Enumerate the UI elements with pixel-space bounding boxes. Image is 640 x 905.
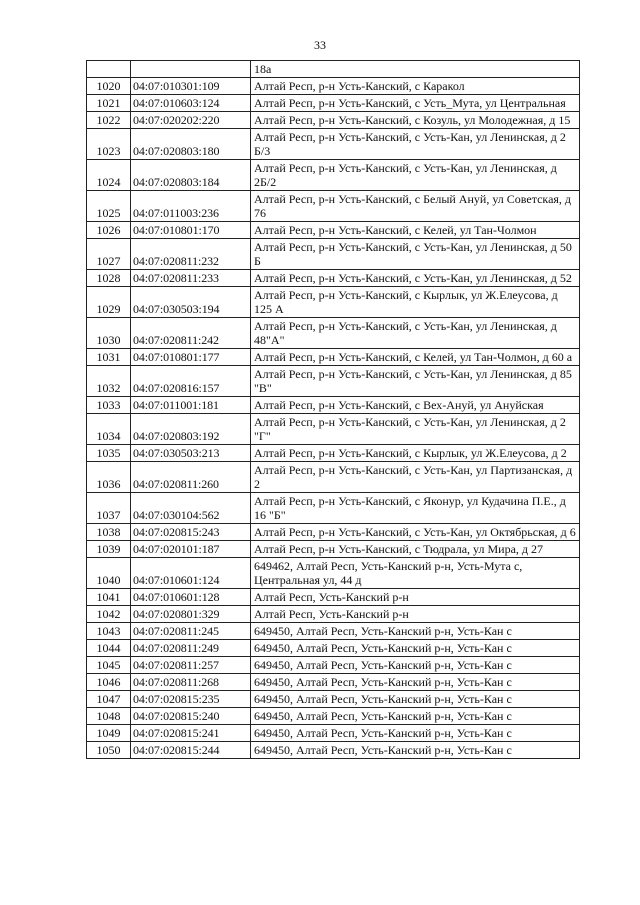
cadastral-number-cell: 04:07:011001:181 <box>131 397 251 414</box>
cadastral-number-cell: 04:07:010801:177 <box>131 349 251 366</box>
row-number-cell: 1041 <box>87 589 131 606</box>
table-row <box>87 493 580 524</box>
row-number-cell: 1047 <box>87 691 131 708</box>
table-row <box>87 657 580 674</box>
cadastral-number-cell: 04:07:010601:128 <box>131 589 251 606</box>
cadastral-number-cell: 04:07:010801:170 <box>131 222 251 239</box>
address-cell: Алтай Респ, р-н Усть-Канский, с Усть-Кан, ул Ленинская, д 2Б/2 <box>251 160 580 191</box>
table-row <box>87 366 580 397</box>
address-cell: Алтай Респ, р-н Усть-Канский, с Усть-Кан, ул Ленинская, д 52 <box>251 270 580 287</box>
address-cell: Алтай Респ, р-н Усть-Канский, с Келей, ул Тан-Чолмон <box>251 222 580 239</box>
cadastral-number-cell: 04:07:020803:184 <box>131 160 251 191</box>
row-number-cell: 1030 <box>87 318 131 349</box>
address-cell: Алтай Респ, р-н Усть-Канский, с Усть-Кан, ул Ленинская, д 50 Б <box>251 239 580 270</box>
row-number-cell: 1020 <box>87 78 131 95</box>
address-cell: 649450, Алтай Респ, Усть-Канский р-н, Усть-Кан с <box>251 742 580 759</box>
cadastral-number-cell: 04:07:020816:157 <box>131 366 251 397</box>
row-number-cell: 1039 <box>87 541 131 558</box>
table-row <box>87 61 580 78</box>
table-row <box>87 78 580 95</box>
row-number-cell: 1031 <box>87 349 131 366</box>
table-row <box>87 445 580 462</box>
address-cell: Алтай Респ, Усть-Канский р-н <box>251 606 580 623</box>
row-number-cell: 1027 <box>87 239 131 270</box>
row-number-cell <box>87 61 131 78</box>
table-row <box>87 623 580 640</box>
table-row <box>87 191 580 222</box>
address-cell: Алтай Респ, р-н Усть-Канский, с Усть-Кан, ул Ленинская, д 2 "Г" <box>251 414 580 445</box>
table-row <box>87 349 580 366</box>
row-number-cell: 1035 <box>87 445 131 462</box>
table-row <box>87 462 580 493</box>
address-cell: 649450, Алтай Респ, Усть-Канский р-н, Усть-Кан с <box>251 691 580 708</box>
table-row <box>87 558 580 589</box>
address-cell: 649450, Алтай Респ, Усть-Канский р-н, Усть-Кан с <box>251 674 580 691</box>
row-number-cell: 1029 <box>87 287 131 318</box>
table-row <box>87 524 580 541</box>
row-number-cell: 1049 <box>87 725 131 742</box>
cadastral-number-cell: 04:07:020811:260 <box>131 462 251 493</box>
address-cell: 18а <box>251 61 580 78</box>
address-cell: 649450, Алтай Респ, Усть-Канский р-н, Усть-Кан с <box>251 725 580 742</box>
cadastral-number-cell: 04:07:020811:249 <box>131 640 251 657</box>
table-row <box>87 287 580 318</box>
registry-table-body <box>87 61 580 759</box>
cadastral-number-cell: 04:07:030503:213 <box>131 445 251 462</box>
address-cell: Алтай Респ, р-н Усть-Канский, с Усть_Мута, ул Центральная <box>251 95 580 112</box>
address-cell: Алтай Респ, р-н Усть-Канский, с Усть-Кан, ул Ленинская, д 85 "В" <box>251 366 580 397</box>
address-cell: Алтай Респ, р-н Усть-Канский, с Усть-Кан, ул Ленинская, д 2 Б/3 <box>251 129 580 160</box>
cadastral-number-cell: 04:07:010301:109 <box>131 78 251 95</box>
row-number-cell: 1021 <box>87 95 131 112</box>
cadastral-number-cell: 04:07:020811:268 <box>131 674 251 691</box>
address-cell: Алтай Респ, р-н Усть-Канский, с Тюдрала, ул Мира, д 27 <box>251 541 580 558</box>
cadastral-number-cell: 04:07:010603:124 <box>131 95 251 112</box>
table-row <box>87 160 580 191</box>
table-row <box>87 725 580 742</box>
cadastral-number-cell: 04:07:020815:244 <box>131 742 251 759</box>
table-row <box>87 95 580 112</box>
cadastral-number-cell: 04:07:011003:236 <box>131 191 251 222</box>
row-number-cell: 1036 <box>87 462 131 493</box>
table-row <box>87 112 580 129</box>
row-number-cell: 1025 <box>87 191 131 222</box>
row-number-cell: 1046 <box>87 674 131 691</box>
cadastral-number-cell: 04:07:020815:240 <box>131 708 251 725</box>
row-number-cell: 1044 <box>87 640 131 657</box>
table-row <box>87 239 580 270</box>
address-cell: Алтай Респ, р-н Усть-Канский, с Козуль, ул Молодежная, д 15 <box>251 112 580 129</box>
row-number-cell: 1022 <box>87 112 131 129</box>
address-cell: Алтай Респ, р-н Усть-Канский, с Келей, ул Тан-Чолмон, д 60 а <box>251 349 580 366</box>
row-number-cell: 1038 <box>87 524 131 541</box>
row-number-cell: 1034 <box>87 414 131 445</box>
address-registry-table <box>86 60 580 759</box>
cadastral-number-cell: 04:07:020815:243 <box>131 524 251 541</box>
table-row <box>87 606 580 623</box>
cadastral-number-cell: 04:07:020811:245 <box>131 623 251 640</box>
address-cell: Алтай Респ, р-н Усть-Канский, с Усть-Кан, ул Ленинская, д 48"А" <box>251 318 580 349</box>
address-cell: Алтай Респ, р-н Усть-Канский, с Кырлык, ул Ж.Елеусова, д 125 А <box>251 287 580 318</box>
address-cell: Алтай Респ, р-н Усть-Канский, с Усть-Кан, ул Октябрьская, д 6 <box>251 524 580 541</box>
address-cell: Алтай Респ, р-н Усть-Канский, с Усть-Кан, ул Партизанская, д 2 <box>251 462 580 493</box>
cadastral-number-cell: 04:07:020803:192 <box>131 414 251 445</box>
row-number-cell: 1023 <box>87 129 131 160</box>
cadastral-number-cell: 04:07:030104:562 <box>131 493 251 524</box>
cadastral-number-cell: 04:07:020811:257 <box>131 657 251 674</box>
row-number-cell: 1024 <box>87 160 131 191</box>
cadastral-number-cell: 04:07:020811:233 <box>131 270 251 287</box>
address-cell: Алтай Респ, р-н Усть-Канский, с Белый Ануй, ул Советская, д 76 <box>251 191 580 222</box>
address-cell: Алтай Респ, р-н Усть-Канский, с Яконур, ул Кудачина П.Е., д 16 "Б" <box>251 493 580 524</box>
row-number-cell: 1050 <box>87 742 131 759</box>
row-number-cell: 1040 <box>87 558 131 589</box>
address-cell: Алтай Респ, р-н Усть-Канский, с Кырлык, ул Ж.Елеусова, д 2 <box>251 445 580 462</box>
address-cell: Алтай Респ, р-н Усть-Канский, с Каракол <box>251 78 580 95</box>
cadastral-number-cell: 04:07:020202:220 <box>131 112 251 129</box>
cadastral-number-cell: 04:07:020815:241 <box>131 725 251 742</box>
table-row <box>87 318 580 349</box>
table-row <box>87 397 580 414</box>
table-row <box>87 691 580 708</box>
table-row <box>87 270 580 287</box>
address-cell: 649450, Алтай Респ, Усть-Канский р-н, Усть-Кан с <box>251 640 580 657</box>
cadastral-number-cell: 04:07:020801:329 <box>131 606 251 623</box>
table-row <box>87 708 580 725</box>
table-row <box>87 414 580 445</box>
table-row <box>87 589 580 606</box>
row-number-cell: 1032 <box>87 366 131 397</box>
address-cell: 649450, Алтай Респ, Усть-Канский р-н, Усть-Кан с <box>251 623 580 640</box>
cadastral-number-cell: 04:07:010601:124 <box>131 558 251 589</box>
address-cell: 649450, Алтай Респ, Усть-Канский р-н, Усть-Кан с <box>251 657 580 674</box>
page-number: 33 <box>314 38 326 52</box>
cadastral-number-cell: 04:07:020815:235 <box>131 691 251 708</box>
row-number-cell: 1048 <box>87 708 131 725</box>
cadastral-number-cell: 04:07:020811:242 <box>131 318 251 349</box>
address-cell: 649462, Алтай Респ, Усть-Канский р-н, Усть-Мута с, Центральная ул, 44 д <box>251 558 580 589</box>
row-number-cell: 1045 <box>87 657 131 674</box>
table-row <box>87 674 580 691</box>
table-row <box>87 222 580 239</box>
row-number-cell: 1037 <box>87 493 131 524</box>
row-number-cell: 1033 <box>87 397 131 414</box>
table-row <box>87 640 580 657</box>
cadastral-number-cell: 04:07:020811:232 <box>131 239 251 270</box>
row-number-cell: 1028 <box>87 270 131 287</box>
address-cell: Алтай Респ, р-н Усть-Канский, с Вех-Ануй, ул Ануйская <box>251 397 580 414</box>
cadastral-number-cell <box>131 61 251 78</box>
row-number-cell: 1042 <box>87 606 131 623</box>
cadastral-number-cell: 04:07:020101:187 <box>131 541 251 558</box>
table-row <box>87 129 580 160</box>
cadastral-number-cell: 04:07:020803:180 <box>131 129 251 160</box>
table-row <box>87 541 580 558</box>
cadastral-number-cell: 04:07:030503:194 <box>131 287 251 318</box>
table-row <box>87 742 580 759</box>
row-number-cell: 1026 <box>87 222 131 239</box>
address-cell: 649450, Алтай Респ, Усть-Канский р-н, Усть-Кан с <box>251 708 580 725</box>
address-cell: Алтай Респ, Усть-Канский р-н <box>251 589 580 606</box>
row-number-cell: 1043 <box>87 623 131 640</box>
